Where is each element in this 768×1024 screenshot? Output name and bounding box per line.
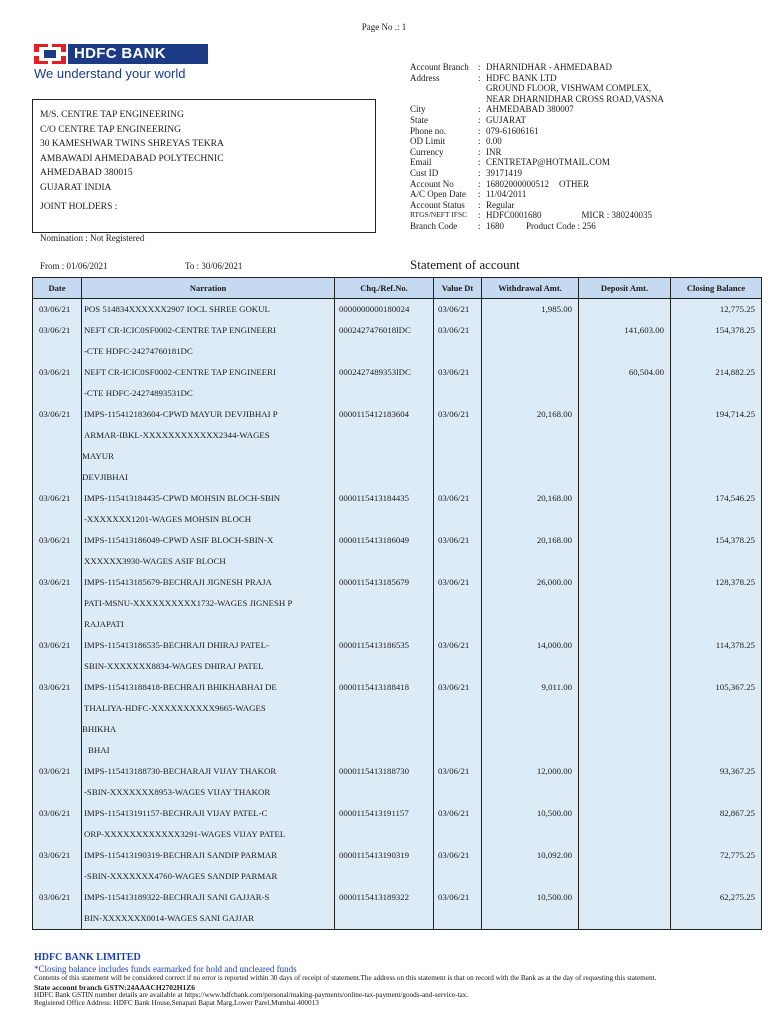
txn-date: 03/06/21 <box>39 325 71 335</box>
txn-closing-balance: 154,378.25 <box>715 325 755 335</box>
bank-tagline: We understand your world <box>34 66 186 81</box>
txn-deposit: 60,504.00 <box>628 367 664 377</box>
address-line: NEAR DHARNIDHAR CROSS ROAD,VASNA <box>486 93 664 104</box>
txn-date: 03/06/21 <box>39 367 71 377</box>
txn-deposit <box>579 572 670 593</box>
txn-withdrawal: 10,092.00 <box>536 850 572 860</box>
txn-withdrawal: 12,000.00 <box>536 766 572 776</box>
customer-address-box <box>32 99 376 233</box>
period-to: To : 30/06/2021 <box>185 261 243 271</box>
column-header-narration: Narration <box>82 278 335 299</box>
txn-value-date: 03/06/21 <box>438 535 470 545</box>
city-label: City <box>410 104 426 115</box>
phone-value: 079-61606161 <box>486 125 539 136</box>
statement-footer <box>34 952 734 1007</box>
txn-withdrawal: 20,168.00 <box>536 535 572 545</box>
ifsc-label: RTGS/NEFT IFSC <box>410 210 468 220</box>
customer-address-line: C/O CENTRE TAP ENGINEERING <box>40 124 181 135</box>
txn-narration: IMPS-115413186535-BECHRAJI DHIRAJ PATEL- <box>84 640 270 650</box>
branch-code-label: Branch Code <box>410 220 458 231</box>
txn-narration: IMPS-115413189322-BECHRAJI SANI GAJJAR-S <box>84 892 270 902</box>
column-header-date: Date <box>33 278 82 299</box>
open-date-label: A/C Open Date <box>410 189 466 200</box>
txn-withdrawal: 26,000.00 <box>536 577 572 587</box>
customer-address-line: AMBAWADI AHMEDABAD POLYTECHNIC <box>40 153 224 164</box>
table-row <box>33 572 762 635</box>
txn-narration: IMPS-115413184435-CPWD MOHSIN BLOCH-SBIN <box>84 493 281 503</box>
txn-value-date: 03/06/21 <box>438 640 470 650</box>
txn-narration: IMPS-115412183604-CPWD MAYUR DEVJIBHAI P <box>84 409 278 419</box>
table-row <box>33 677 762 761</box>
txn-narration-cont: SBIN-XXXXXXX8834-WAGES DHIRAJ PATEL <box>84 661 264 671</box>
txn-narration-cont: ARMAR-IBKL-XXXXXXXXXXXX2344-WAGES <box>84 430 270 440</box>
txn-date: 03/06/21 <box>39 808 71 818</box>
customer-address-line: 30 KAMESHWAR TWINS SHREYAS TEKRA <box>40 139 224 149</box>
txn-value-date: 03/06/21 <box>438 493 470 503</box>
txn-date: 03/06/21 <box>39 493 71 503</box>
txn-ref: 0000115413188418 <box>339 682 410 692</box>
footer-gst-link: HDFC Bank GSTIN number details are available at https://www.hdfcbank.com/personal/making-payments/online-tax-payment/goods-and-service-tax. <box>34 990 469 999</box>
txn-closing-balance: 105,367.25 <box>715 682 755 692</box>
txn-date: 03/06/21 <box>39 850 71 860</box>
cust-id-value: 39171419 <box>486 167 522 178</box>
address-line: HDFC BANK LTD <box>486 72 557 83</box>
txn-deposit <box>579 803 670 824</box>
table-row <box>33 803 762 845</box>
bank-name: HDFC BANK <box>68 44 208 64</box>
column-header-ref: Chq./Ref.No. <box>335 278 434 299</box>
txn-closing-balance: 12,775.25 <box>719 304 755 314</box>
micr-code: MICR : 380240035 <box>581 210 653 221</box>
txn-value-date: 03/06/21 <box>438 682 470 692</box>
nomination-status: Nomination : Not Registered <box>40 233 145 243</box>
txn-withdrawal: 10,500.00 <box>536 808 572 818</box>
txn-closing-balance: 128,378.25 <box>715 577 755 587</box>
txn-narration: IMPS-115413191157-BECHRAJI VIJAY PATEL-C <box>84 808 268 818</box>
footer-bank-name: HDFC BANK LIMITED <box>34 952 141 963</box>
txn-deposit <box>579 488 670 509</box>
hdfc-logo-icon <box>34 44 66 64</box>
footer-gstin: State account branch GSTN:24AAACH2702H1Z6 <box>34 982 196 992</box>
txn-closing-balance: 72,775.25 <box>719 850 755 860</box>
customer-address-line: AHMEDABAD 380015 <box>40 168 133 178</box>
txn-deposit <box>579 530 670 551</box>
state-value: GUJARAT <box>486 114 527 125</box>
column-header-closing-balance: Closing Balance <box>671 278 762 299</box>
table-row <box>33 635 762 677</box>
column-header-deposit: Deposit Amt. <box>579 278 671 299</box>
txn-narration-cont: -XXXXXXX1201-WAGES MOHSIN BLOCH <box>84 514 252 524</box>
txn-narration-cont: -SBIN-XXXXXXX4760-WAGES SANDIP PARMAR <box>84 871 278 881</box>
bank-logo <box>34 44 208 81</box>
table-row <box>33 845 762 887</box>
cust-id-label: Cust ID <box>410 167 439 178</box>
txn-value-date: 03/06/21 <box>438 367 470 377</box>
txn-ref: 0000115413189322 <box>339 892 410 902</box>
txn-closing-balance: 194,714.25 <box>715 409 755 419</box>
txn-deposit <box>579 299 670 320</box>
state-label: State <box>410 114 428 125</box>
table-row <box>33 404 762 488</box>
account-status-label: Account Status <box>410 199 465 210</box>
table-row <box>33 299 762 321</box>
period-from: From : 01/06/2021 <box>40 261 108 271</box>
account-status-value: Regular <box>486 199 515 210</box>
currency-value: INR <box>486 146 502 157</box>
account-no-value: 16802000000512 <box>486 178 549 189</box>
txn-narration: IMPS-115413186049-CPWD ASIF BLOCH-SBIN-X <box>84 535 274 545</box>
txn-closing-balance: 93,367.25 <box>719 766 755 776</box>
page-number: Page No .: 1 <box>361 22 407 32</box>
txn-withdrawal: 20,168.00 <box>536 493 572 503</box>
txn-deposit <box>579 761 670 782</box>
od-limit-value: 0.00 <box>486 136 502 147</box>
txn-ref: 0002427489353lDC <box>339 367 411 377</box>
txn-value-date: 03/06/21 <box>438 304 470 314</box>
txn-ref: 0000115412183604 <box>339 409 410 419</box>
customer-address-line: GUJARAT INDIA <box>40 182 112 193</box>
txn-value-date: 03/06/21 <box>438 850 470 860</box>
txn-withdrawal: 14,000.00 <box>536 640 572 650</box>
txn-value-date: 03/06/21 <box>438 325 470 335</box>
footer-registered-office: Registered Office Address: HDFC Bank House,Senapati Bapat Marg,Lower Parel,Mumbai 400013 <box>34 998 319 1007</box>
txn-narration-cont: THALIYA-HDFC-XXXXXXXXXX9665-WAGES <box>84 703 266 713</box>
txn-closing-balance: 154,378.25 <box>715 535 755 545</box>
joint-holders: JOINT HOLDERS : <box>40 202 118 212</box>
branch-label: Account Branch <box>410 62 469 72</box>
txn-date: 03/06/21 <box>39 304 71 314</box>
txn-narration: IMPS-115413185679-BECHRAJI JIGNESH PRAJA <box>84 577 272 587</box>
txn-value-date: 03/06/21 <box>438 892 470 902</box>
txn-narration-cont: -CTE HDFC-24274760181DC <box>84 346 193 356</box>
table-row <box>33 761 762 803</box>
txn-narration-cont: RAJAPATI <box>84 619 124 629</box>
txn-narration-cont: PATI-MSNU-XXXXXXXXXX1732-WAGES JIGNESH P <box>84 598 293 608</box>
table-row <box>33 362 762 404</box>
txn-ref: 0000115413190319 <box>339 850 410 860</box>
txn-date: 03/06/21 <box>39 577 71 587</box>
txn-closing-balance: 62,275.25 <box>719 892 755 902</box>
txn-narration-cont: -SBIN-XXXXXXX8953-WAGES VIJAY THAKOR <box>84 787 271 797</box>
txn-value-date: 03/06/21 <box>438 808 470 818</box>
table-row <box>33 887 762 930</box>
txn-narration: NEFT CR-ICIC0SF0002-CENTRE TAP ENGINEERI <box>84 367 276 377</box>
txn-date: 03/06/21 <box>39 682 71 692</box>
product-code: Product Code : 256 <box>526 220 596 231</box>
statement-title: Statement of account <box>410 257 520 272</box>
txn-ref: 0000115413188730 <box>339 766 410 776</box>
txn-ref: 0000115413185679 <box>339 577 410 587</box>
txn-narration: IMPS-115413190319-BECHRAJI SANDIP PARMAR <box>84 850 278 860</box>
txn-closing-balance: 114,378.25 <box>715 640 755 650</box>
account-no-label: Account No <box>410 178 454 189</box>
txn-narration-cont: XXXXXX3930-WAGES ASIF BLOCH <box>84 556 226 566</box>
txn-ref: 0000115413186049 <box>339 535 410 545</box>
txn-narration-cont: BHIKHA <box>82 724 117 734</box>
address-line: GROUND FLOOR, VISHWAM COMPLEX, <box>486 83 652 94</box>
table-row <box>33 488 762 530</box>
customer-name: M/S. CENTRE TAP ENGINEERING <box>40 110 184 120</box>
txn-withdrawal <box>482 362 578 383</box>
txn-withdrawal: 10,500.00 <box>536 892 572 902</box>
txn-value-date: 03/06/21 <box>438 409 470 419</box>
txn-withdrawal <box>482 320 578 341</box>
txn-date: 03/06/21 <box>39 892 71 902</box>
txn-narration-cont: -CTE HDFC-24274893531DC <box>84 388 193 398</box>
column-header-value-date: Value Dt <box>434 278 482 299</box>
txn-withdrawal: 20,168.00 <box>536 409 572 419</box>
txn-date: 03/06/21 <box>39 640 71 650</box>
txn-deposit: 141,603.00 <box>624 325 664 335</box>
footer-balance-note: *Closing balance includes funds earmarked for hold and uncleared funds <box>34 964 297 974</box>
txn-withdrawal: 1,985.00 <box>541 304 572 314</box>
phone-label: Phone no. <box>410 125 446 136</box>
txn-narration: POS 514834XXXXXX2907 IOCL SHREE GOKUL <box>84 304 270 314</box>
txn-ref: 0000115413184435 <box>339 493 410 503</box>
address-label: Address <box>410 72 440 83</box>
table-row <box>33 320 762 362</box>
account-details: Account Branch : DHARNIDHAR - AHMEDABAD Address : HDFC BANK LTD GROUND FLOOR, VISHWAM COMPLEX, NEAR DHARNIDHAR CROSS ROAD,VASNA City : AHMEDABAD 380007 State : GUJARAT Phone no. : 079-61606161 OD Limit : 0.00 Currency : INR Email : CENTRETAP@HOTMAIL.COM Cust ID : 39171419 Account No : 16802000000512 OTHER A/C Open Date : 11/04/2011 Account Status : Regular RTGS/NEFT IFSC : HDFC0001680 MICR : 380240035 Branch Code : 1680 Product Code : 256 <box>410 62 664 231</box>
txn-value-date: 03/06/21 <box>438 577 470 587</box>
txn-value-date: 03/06/21 <box>438 766 470 776</box>
txn-closing-balance: 214,882.25 <box>715 367 755 377</box>
txn-deposit <box>579 404 670 425</box>
txn-narration-cont: ORP-XXXXXXXXXXXX3291-WAGES VIJAY PATEL <box>84 829 286 839</box>
txn-ref: 0002427476018lDC <box>339 325 411 335</box>
currency-label: Currency <box>410 146 444 157</box>
txn-date: 03/06/21 <box>39 766 71 776</box>
branch-value: DHARNIDHAR - AHMEDABAD <box>486 62 612 72</box>
table-header-row <box>33 278 762 299</box>
txn-deposit <box>579 845 670 866</box>
city-value: AHMEDABAD 380007 <box>486 104 574 115</box>
od-limit-label: OD Limit <box>410 136 446 147</box>
txn-narration: IMPS-115413188730-BECHARAJI VIJAY THAKOR <box>84 766 277 776</box>
txn-date: 03/06/21 <box>39 535 71 545</box>
txn-narration: IMPS-115413188418-BECHRAJI BHIKHABHAI DE <box>84 682 277 692</box>
txn-narration-cont: BHAI <box>88 745 110 755</box>
table-row <box>33 530 762 572</box>
txn-date: 03/06/21 <box>39 409 71 419</box>
txn-narration-cont: BIN-XXXXXXX0014-WAGES SANI GAJJAR <box>84 913 255 923</box>
txn-narration-cont: MAYUR <box>82 451 114 461</box>
account-type: OTHER <box>559 178 589 189</box>
txn-ref: 0000115413191157 <box>339 808 409 818</box>
open-date-value: 11/04/2011 <box>486 189 527 200</box>
txn-narration: NEFT CR-ICIC0SF0002-CENTRE TAP ENGINEERI <box>84 325 276 335</box>
txn-narration-cont: DEVJIBHAI <box>82 472 128 482</box>
ifsc-value: HDFC0001680 <box>486 210 542 221</box>
txn-withdrawal: 9,011.00 <box>541 682 572 692</box>
txn-deposit <box>579 677 670 698</box>
txn-deposit <box>579 635 670 656</box>
email-label: Email <box>410 157 432 168</box>
txn-ref: 0000115413186535 <box>339 640 410 650</box>
column-header-withdrawal: Withdrawal Amt. <box>482 278 579 299</box>
txn-ref: 0000000000180024 <box>339 304 410 314</box>
branch-code-value: 1680 <box>486 220 504 231</box>
footer-disclaimer: Contents of this statement will be considered correct if no error is reported within 30 days of receipt of statement.The address on this statement is that on record with the Bank as at the day of requesting this statement. <box>34 974 657 982</box>
txn-deposit <box>579 887 670 908</box>
txn-closing-balance: 82,867.25 <box>719 808 755 818</box>
txn-closing-balance: 174,546.25 <box>715 493 755 503</box>
email-value: CENTRETAP@HOTMAIL.COM <box>486 157 610 168</box>
transactions-table <box>32 277 762 930</box>
